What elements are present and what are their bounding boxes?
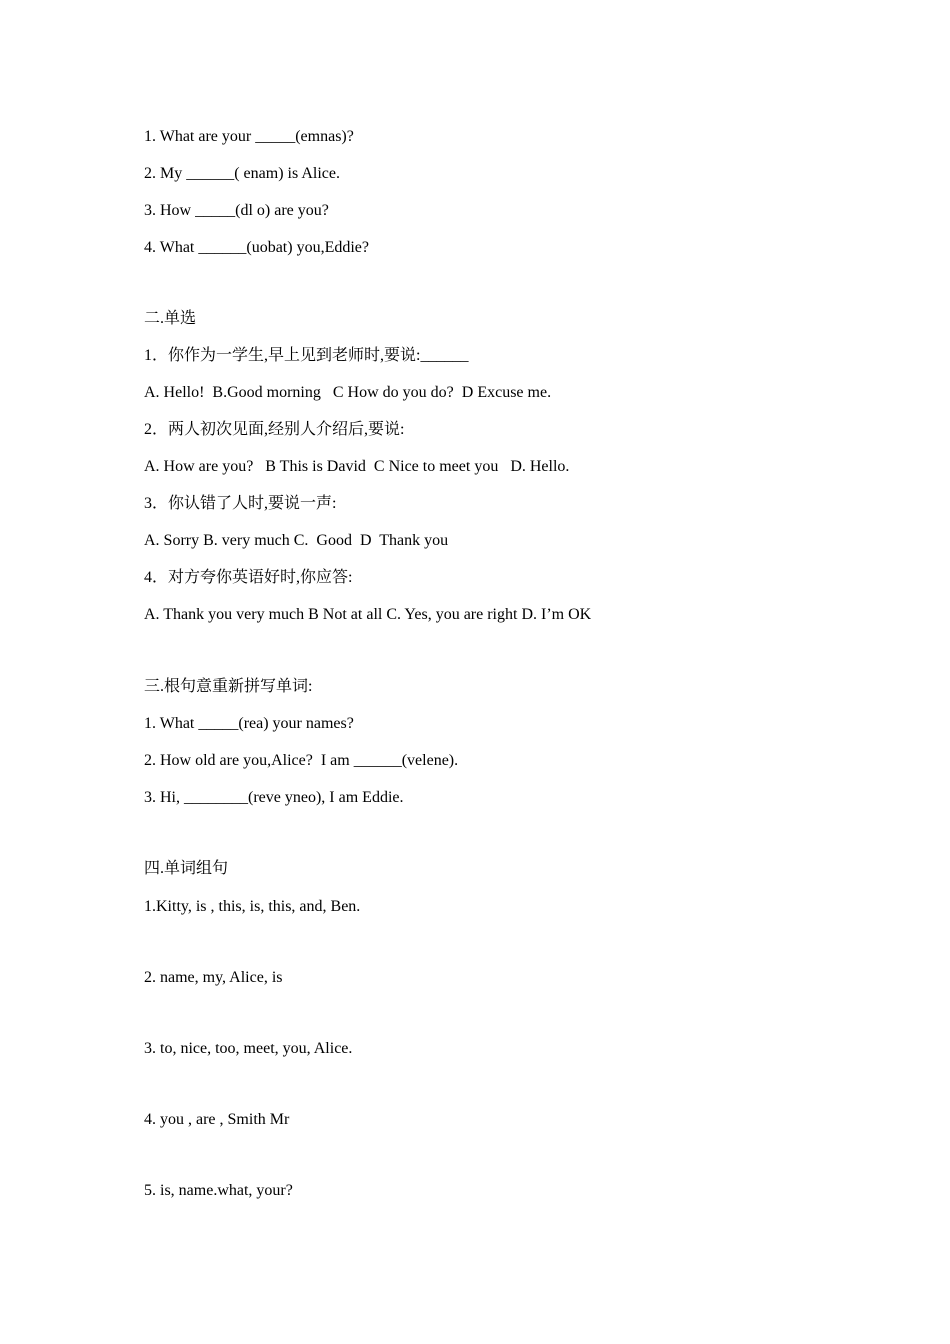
s2-options-2: A. How are you? B This is David C Nice to meet you D. Hello.: [144, 458, 570, 475]
s1-item-2: 2. My ______( enam) is Alice.: [144, 165, 340, 182]
s4-item-2: 2. name, my, Alice, is: [144, 969, 283, 986]
s4-item-4: 4. you , are , Smith Mr: [144, 1111, 290, 1128]
s4-heading: 四.单词组句: [144, 860, 229, 877]
s1-item-1: 1. What are your _____(emnas)?: [144, 128, 354, 145]
s3-item-1: 1. What _____(rea) your names?: [144, 715, 354, 732]
s2-question-4: 4．对方夸你英语好时,你应答:: [144, 569, 353, 586]
s2-options-1: A. Hello! B.Good morning C How do you do? D Excuse me.: [144, 384, 552, 401]
s4-item-3: 3. to, nice, too, meet, you, Alice.: [144, 1040, 353, 1057]
s2-question-3: 3．你认错了人时,要说一声:: [144, 495, 337, 512]
s3-item-3: 3. Hi, ________(reve yneo), I am Eddie.: [144, 789, 404, 806]
s4-item-1: 1.Kitty, is , this, is, this, and, Ben.: [144, 898, 361, 915]
s3-item-2: 2. How old are you,Alice? I am ______(velene).: [144, 752, 459, 769]
s1-item-4: 4. What ______(uobat) you,Eddie?: [144, 239, 369, 256]
s1-item-3: 3. How _____(dl o) are you?: [144, 202, 329, 219]
s2-question-1: 1．你作为一学生,早上见到老师时,要说:______: [144, 347, 469, 364]
s2-heading: 二.单选: [144, 310, 197, 327]
s2-question-2: 2．两人初次见面,经别人介绍后,要说:: [144, 421, 405, 438]
s3-heading: 三.根句意重新拼写单词:: [144, 678, 313, 695]
s2-options-3: A. Sorry B. very much C. Good D Thank you: [144, 532, 449, 549]
s2-options-4: A. Thank you very much B Not at all C. Yes, you are right D. I’m OK: [144, 606, 592, 623]
s4-item-5: 5. is, name.what, your?: [144, 1182, 293, 1199]
